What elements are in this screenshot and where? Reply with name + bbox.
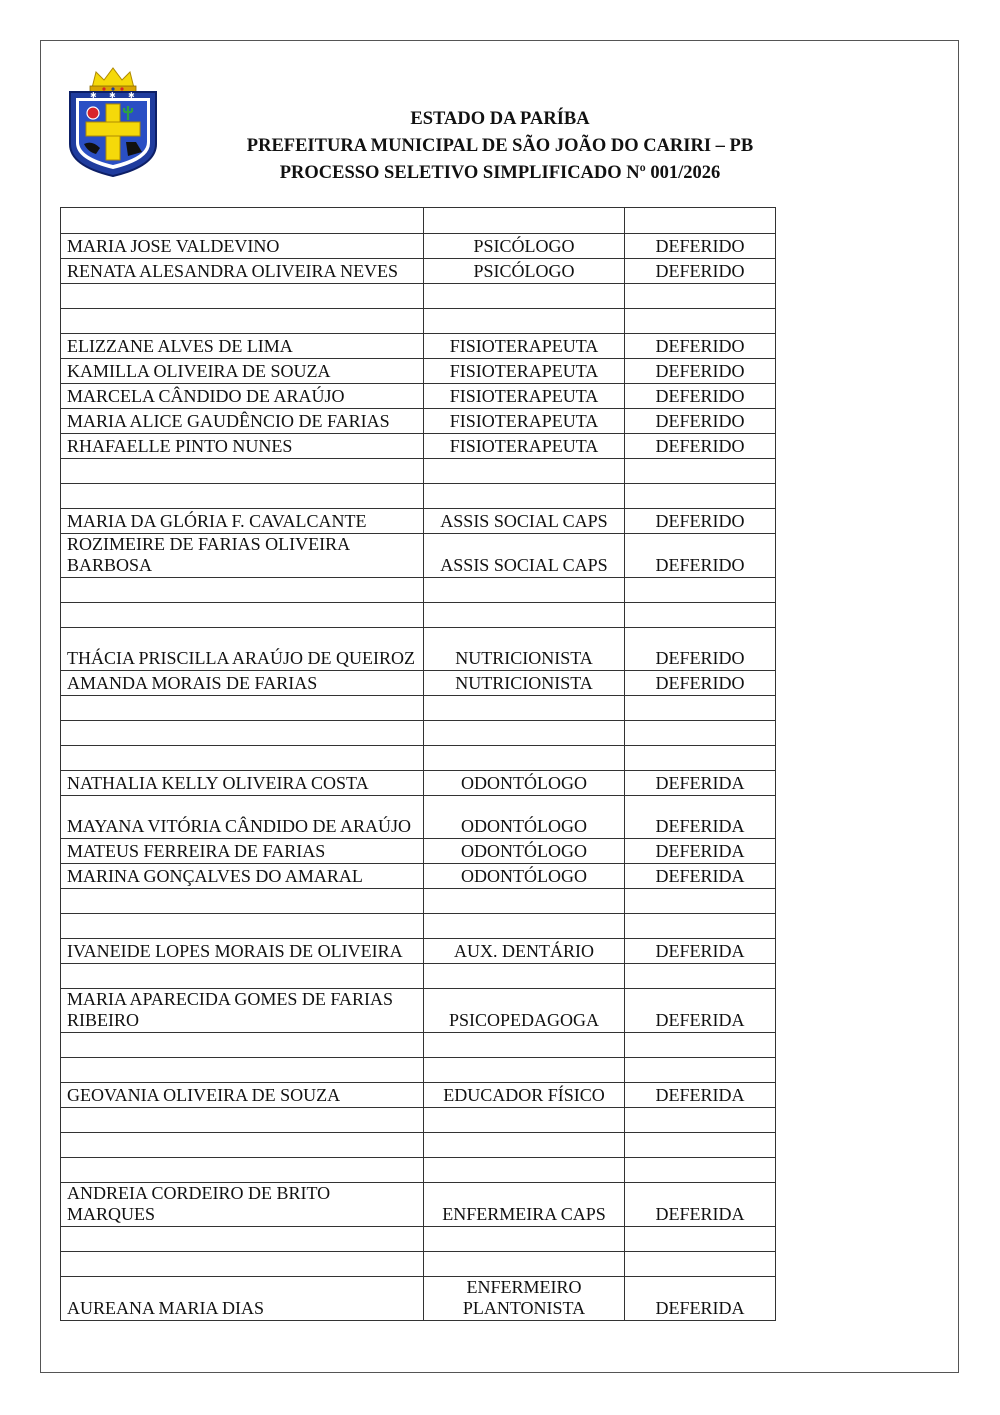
position-cell: PSICOPEDAGOGA [424, 989, 625, 1033]
position-cell [424, 721, 625, 746]
status-cell [625, 284, 776, 309]
candidate-name-cell: ELIZZANE ALVES DE LIMA [61, 334, 424, 359]
svg-text:✱: ✱ [90, 91, 97, 100]
table-row [61, 771, 776, 796]
position-cell [424, 578, 625, 603]
status-cell [625, 1158, 776, 1183]
position-cell [424, 1158, 625, 1183]
status-cell [625, 1033, 776, 1058]
position-cell: ODONTÓLOGO [424, 839, 625, 864]
svg-text:✱: ✱ [109, 91, 116, 100]
table-row [61, 914, 776, 939]
status-cell [625, 1133, 776, 1158]
status-cell: DEFERIDO [625, 509, 776, 534]
candidate-name-cell [61, 721, 424, 746]
status-cell: DEFERIDO [625, 259, 776, 284]
table-row [61, 1108, 776, 1133]
candidate-name-cell [61, 1133, 424, 1158]
table-row [61, 628, 776, 671]
status-cell: DEFERIDA [625, 839, 776, 864]
candidate-name-cell [61, 309, 424, 334]
position-cell: PSICÓLOGO [424, 234, 625, 259]
status-cell [625, 889, 776, 914]
position-cell: FISIOTERAPEUTA [424, 334, 625, 359]
status-cell [625, 1108, 776, 1133]
status-cell [625, 746, 776, 771]
status-cell: DEFERIDO [625, 534, 776, 578]
status-cell: DEFERIDO [625, 384, 776, 409]
header-state: ESTADO DA PARÍBA [410, 109, 590, 129]
position-cell: PSICÓLOGO [424, 259, 625, 284]
position-cell [424, 1227, 625, 1252]
candidate-name-cell [61, 1158, 424, 1183]
table-row [61, 234, 776, 259]
position-cell [424, 1133, 625, 1158]
candidate-name-cell: ROZIMEIRE DE FARIAS OLIVEIRA BARBOSA [61, 534, 424, 578]
candidate-name-cell [61, 1058, 424, 1083]
table-row [61, 889, 776, 914]
position-cell: EDUCADOR FÍSICO [424, 1083, 625, 1108]
status-cell [625, 1252, 776, 1277]
candidate-name-cell: KAMILLA OLIVEIRA DE SOUZA [61, 359, 424, 384]
position-cell [424, 1252, 625, 1277]
position-cell [424, 1058, 625, 1083]
table-row [61, 309, 776, 334]
candidate-name-cell [61, 284, 424, 309]
position-cell: NUTRICIONISTA [424, 628, 625, 671]
table-row [61, 534, 776, 578]
position-cell: ENFERMEIRO PLANTONISTA [424, 1277, 625, 1321]
status-cell: DEFERIDA [625, 796, 776, 839]
table-row [61, 1277, 776, 1321]
status-cell: DEFERIDO [625, 409, 776, 434]
position-cell [424, 1108, 625, 1133]
table-row [61, 746, 776, 771]
position-cell: ODONTÓLOGO [424, 771, 625, 796]
position-cell [424, 309, 625, 334]
position-cell: FISIOTERAPEUTA [424, 409, 625, 434]
candidate-name-cell [61, 746, 424, 771]
status-cell [625, 484, 776, 509]
document-header [200, 106, 800, 187]
status-cell: DEFERIDA [625, 1183, 776, 1227]
table-row [61, 459, 776, 484]
status-cell [625, 208, 776, 234]
status-cell: DEFERIDO [625, 234, 776, 259]
candidate-name-cell: MARCELA CÂNDIDO DE ARAÚJO [61, 384, 424, 409]
table-row [61, 1227, 776, 1252]
position-cell [424, 696, 625, 721]
table-row [61, 434, 776, 459]
candidate-name-cell: RHAFAELLE PINTO NUNES [61, 434, 424, 459]
table-row [61, 1158, 776, 1183]
position-cell [424, 284, 625, 309]
table-row [61, 1183, 776, 1227]
position-cell: ASSIS SOCIAL CAPS [424, 509, 625, 534]
position-cell [424, 484, 625, 509]
table-row [61, 1033, 776, 1058]
candidate-name-cell: GEOVANIA OLIVEIRA DE SOUZA [61, 1083, 424, 1108]
candidate-name-cell: MARINA GONÇALVES DO AMARAL [61, 864, 424, 889]
candidate-name-cell: AUREANA MARIA DIAS [61, 1277, 424, 1321]
table-row [61, 284, 776, 309]
status-cell: DEFERIDA [625, 771, 776, 796]
status-cell: DEFERIDA [625, 989, 776, 1033]
candidate-name-cell: IVANEIDE LOPES MORAIS DE OLIVEIRA [61, 939, 424, 964]
status-cell [625, 459, 776, 484]
status-cell: DEFERIDO [625, 359, 776, 384]
candidate-name-cell [61, 603, 424, 628]
position-cell: FISIOTERAPEUTA [424, 434, 625, 459]
candidate-name-cell [61, 964, 424, 989]
candidate-name-cell [61, 889, 424, 914]
position-cell [424, 964, 625, 989]
position-cell [424, 208, 625, 234]
candidate-name-cell [61, 1108, 424, 1133]
table-row [61, 721, 776, 746]
status-cell: DEFERIDA [625, 864, 776, 889]
candidate-name-cell [61, 459, 424, 484]
table-row [61, 696, 776, 721]
status-cell: DEFERIDO [625, 334, 776, 359]
status-cell: DEFERIDO [625, 628, 776, 671]
candidate-name-cell: NATHALIA KELLY OLIVEIRA COSTA [61, 771, 424, 796]
candidate-name-cell [61, 1252, 424, 1277]
candidate-name-cell: AMANDA MORAIS DE FARIAS [61, 671, 424, 696]
table-row [61, 796, 776, 839]
table-row [61, 603, 776, 628]
candidate-table [60, 207, 776, 1321]
table-row [61, 864, 776, 889]
position-cell: ENFERMEIRA CAPS [424, 1183, 625, 1227]
table-row [61, 939, 776, 964]
candidate-name-cell: MATEUS FERREIRA DE FARIAS [61, 839, 424, 864]
status-cell: DEFERIDO [625, 671, 776, 696]
candidate-name-cell [61, 696, 424, 721]
status-cell: DEFERIDO [625, 434, 776, 459]
position-cell [424, 603, 625, 628]
table-row [61, 989, 776, 1033]
position-cell: ASSIS SOCIAL CAPS [424, 534, 625, 578]
svg-text:✱: ✱ [128, 91, 135, 100]
status-cell [625, 721, 776, 746]
candidate-name-cell [61, 1033, 424, 1058]
position-cell [424, 746, 625, 771]
crown-icon [90, 68, 136, 92]
status-cell [625, 309, 776, 334]
position-cell: FISIOTERAPEUTA [424, 359, 625, 384]
candidate-name-cell: ANDREIA CORDEIRO DE BRITO MARQUES [61, 1183, 424, 1227]
position-cell: ODONTÓLOGO [424, 796, 625, 839]
table-row [61, 384, 776, 409]
table-row [61, 839, 776, 864]
status-cell [625, 914, 776, 939]
table-row [61, 671, 776, 696]
status-cell [625, 1227, 776, 1252]
table-row [61, 964, 776, 989]
status-cell [625, 578, 776, 603]
table-row [61, 509, 776, 534]
candidate-name-cell: MARIA DA GLÓRIA F. CAVALCANTE [61, 509, 424, 534]
candidate-name-cell [61, 914, 424, 939]
table-row [61, 1133, 776, 1158]
candidate-name-cell [61, 208, 424, 234]
table-row [61, 409, 776, 434]
candidate-name-cell [61, 578, 424, 603]
table-row [61, 359, 776, 384]
table-row [61, 1083, 776, 1108]
candidate-name-cell: MARIA ALICE GAUDÊNCIO DE FARIAS [61, 409, 424, 434]
table-row [61, 1252, 776, 1277]
position-cell [424, 459, 625, 484]
candidate-name-cell: MARIA JOSE VALDEVINO [61, 234, 424, 259]
status-cell [625, 603, 776, 628]
position-cell: NUTRICIONISTA [424, 671, 625, 696]
table-row [61, 578, 776, 603]
candidate-name-cell [61, 484, 424, 509]
status-cell: DEFERIDA [625, 1277, 776, 1321]
position-cell: AUX. DENTÁRIO [424, 939, 625, 964]
position-cell [424, 1033, 625, 1058]
candidate-name-cell: MARIA APARECIDA GOMES DE FARIAS RIBEIRO [61, 989, 424, 1033]
position-cell: ODONTÓLOGO [424, 864, 625, 889]
status-cell [625, 964, 776, 989]
status-cell [625, 696, 776, 721]
header-process: PROCESSO SELETIVO SIMPLIFICADO Nº 001/2026 [279, 163, 721, 183]
municipal-crest-icon [66, 60, 160, 180]
header-municipality: PREFEITURA MUNICIPAL DE SÃO JOÃO DO CARIRI – PB [246, 136, 754, 156]
position-cell [424, 914, 625, 939]
table-row [61, 484, 776, 509]
table-row [61, 1058, 776, 1083]
candidate-name-cell: MAYANA VITÓRIA CÂNDIDO DE ARAÚJO [61, 796, 424, 839]
candidate-name-cell: THÁCIA PRISCILLA ARAÚJO DE QUEIROZ [61, 628, 424, 671]
table-row [61, 208, 776, 234]
position-cell [424, 889, 625, 914]
table-row [61, 334, 776, 359]
candidate-name-cell [61, 1227, 424, 1252]
status-cell: DEFERIDA [625, 1083, 776, 1108]
status-cell [625, 1058, 776, 1083]
status-cell: DEFERIDA [625, 939, 776, 964]
candidate-name-cell: RENATA ALESANDRA OLIVEIRA NEVES [61, 259, 424, 284]
table-row [61, 259, 776, 284]
position-cell: FISIOTERAPEUTA [424, 384, 625, 409]
